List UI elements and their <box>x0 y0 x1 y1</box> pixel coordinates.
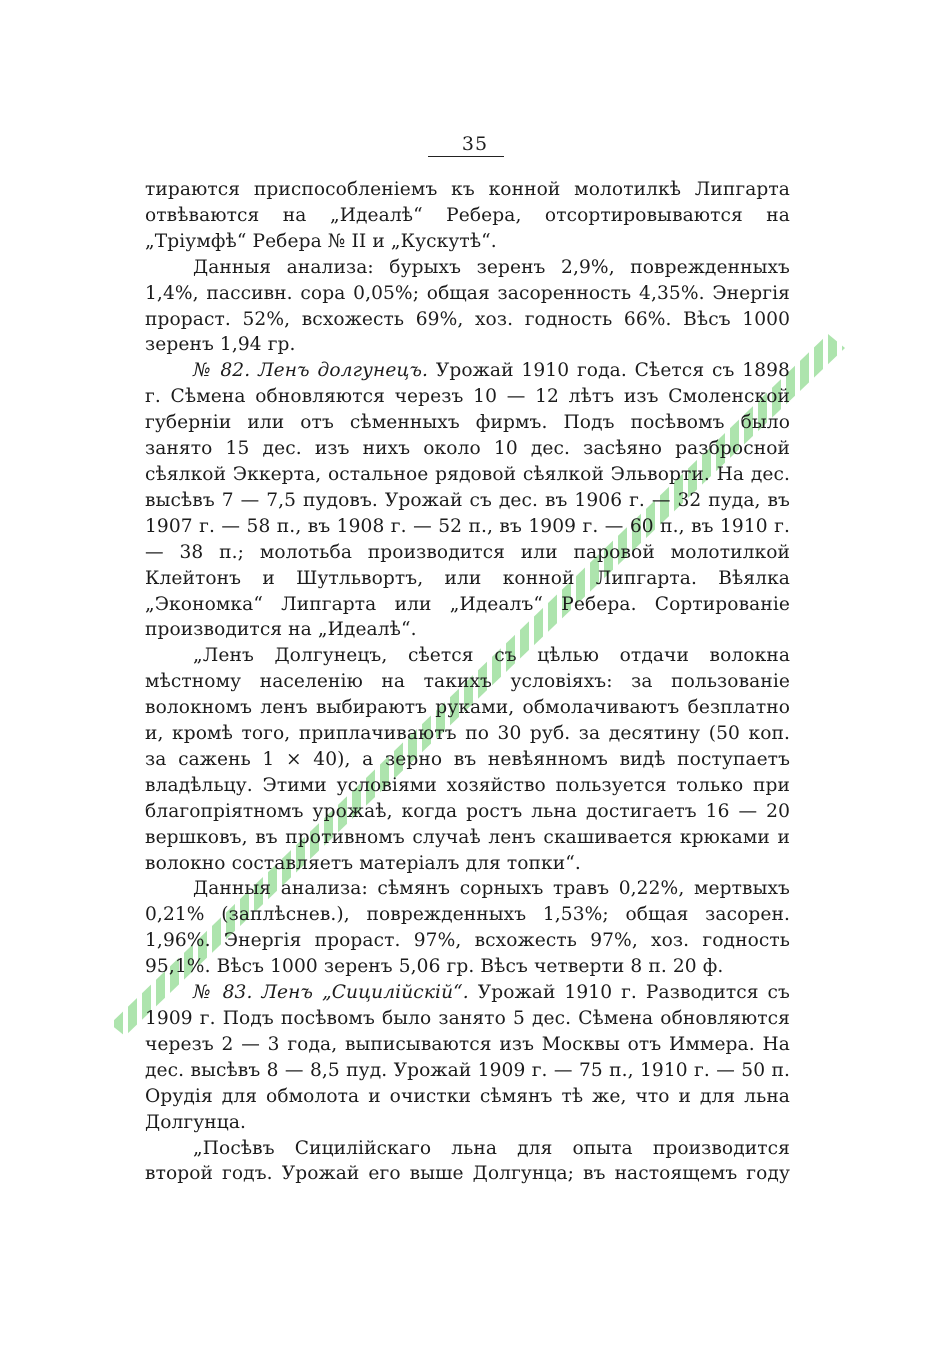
entry-83-label: № 83. Ленъ „Сицилійскій“. <box>193 982 469 1004</box>
paragraph-analysis-2: Данныя анализа: сѣмянъ сорныхъ травъ 0,22%, мертвыхъ 0,21% (заплѣснев.), поврежденныхъ 1,53%; общая засорен. 1,96%. Энергія прораст. 97%, всхожесть 97%, хоз. годность 95,1%. Вѣсъ 1000 зеренъ 5,06 гр. Вѣсъ четверти 8 п. 20 ф. <box>145 878 790 978</box>
text-body <box>145 177 790 1187</box>
entry-83-body: Урожай 1910 г. Разводится съ 1909 г. Подъ посѣвомъ было занято 5 дес. Сѣмена обновляются черезъ 2 — 3 года, выписываются изъ Москвы отъ Иммера. На дес. высѣвъ 8 — 8,5 пуд. Урожай 1909 г. — 75 п., 1910 г. — 50 п. Орудія для обмолота и очистки сѣмянъ тѣ же, что и для льна Долгунца. <box>145 982 790 1133</box>
paragraph-entry-83 <box>145 980 790 1135</box>
entry-82-body: Урожай 1910 года. Сѣется съ 1898 г. Сѣмена обновляются черезъ 10 — 12 лѣтъ изъ Смоленской губерніи или отъ сѣменныхъ фирмъ. Подъ посѣвомъ было занято 15 дес. изъ нихъ около 10 дес. засѣяно разбросной сѣялкой Эккерта, остальное рядовой сѣялкой Эльворти. На дес. высѣвъ 7 — 7,5 пудовъ. Урожай съ дес. въ 1906 г. — 32 пуда, въ 1907 г. — 58 п., въ 1908 г. — 52 п., въ 1909 г. — 60 п., въ 1910 г. — 38 п.; молотьба производится или паровой молотилкой Клейтонъ и Шутльвортъ, или конной Липгарта. Вѣялка „Экономка“ Липгарта или „Идеалъ“ Ребера. Сортированіе производится на „Идеалѣ“. <box>145 360 790 641</box>
paragraph-quote-sicilian: „Посѣвъ Сицилійскаго льна для опыта производится второй годъ. Урожай его выше Долгунца; въ настоящемъ году <box>145 1137 790 1185</box>
page-number: 35 <box>461 133 489 155</box>
paragraph-analysis-1: Данныя анализа: бурыхъ зеренъ 2,9%, поврежденныхъ 1,4%, пассивн. сора 0,05%; общая засоренность 4,35%. Энергія прораст. 52%, всхожесть 69%, хоз. годность 66%. Вѣсъ 1000 зеренъ 1,94 гр. <box>145 256 790 356</box>
header-rule <box>428 156 504 157</box>
paragraph-quote-dolgunets: „Ленъ Долгунецъ, сѣется съ цѣлью отдачи волокна мѣстному населенію на такихъ условіяхъ: за пользованіе волокномъ ленъ выбираютъ руками, обмолачиваютъ безплатно и, кромѣ того, приплачиваютъ по 30 руб. за десятину (50 коп. за сажень 1 × 40), а зерно въ невѣянномъ видѣ поступаетъ владѣльцу. Этими условіями хозяйство пользуется только при благопріятномъ урожаѣ, когда ростъ льна достигаетъ 16 — 20 вершковъ, въ противномъ случаѣ ленъ скашивается крюками и волокно составляетъ матеріалъ для топки“. <box>145 645 790 874</box>
entry-82-label: № 82. Ленъ долгунецъ. <box>193 360 428 382</box>
paragraph-entry-82 <box>145 358 790 643</box>
paragraph-continuation: тираются приспособленіемъ къ конной молотилкѣ Липгарта отвѣваются на „Идеалѣ“ Ребера, отсортировываются на „Тріумфѣ“ Ребера № II и „Кускутѣ“. <box>145 179 790 252</box>
